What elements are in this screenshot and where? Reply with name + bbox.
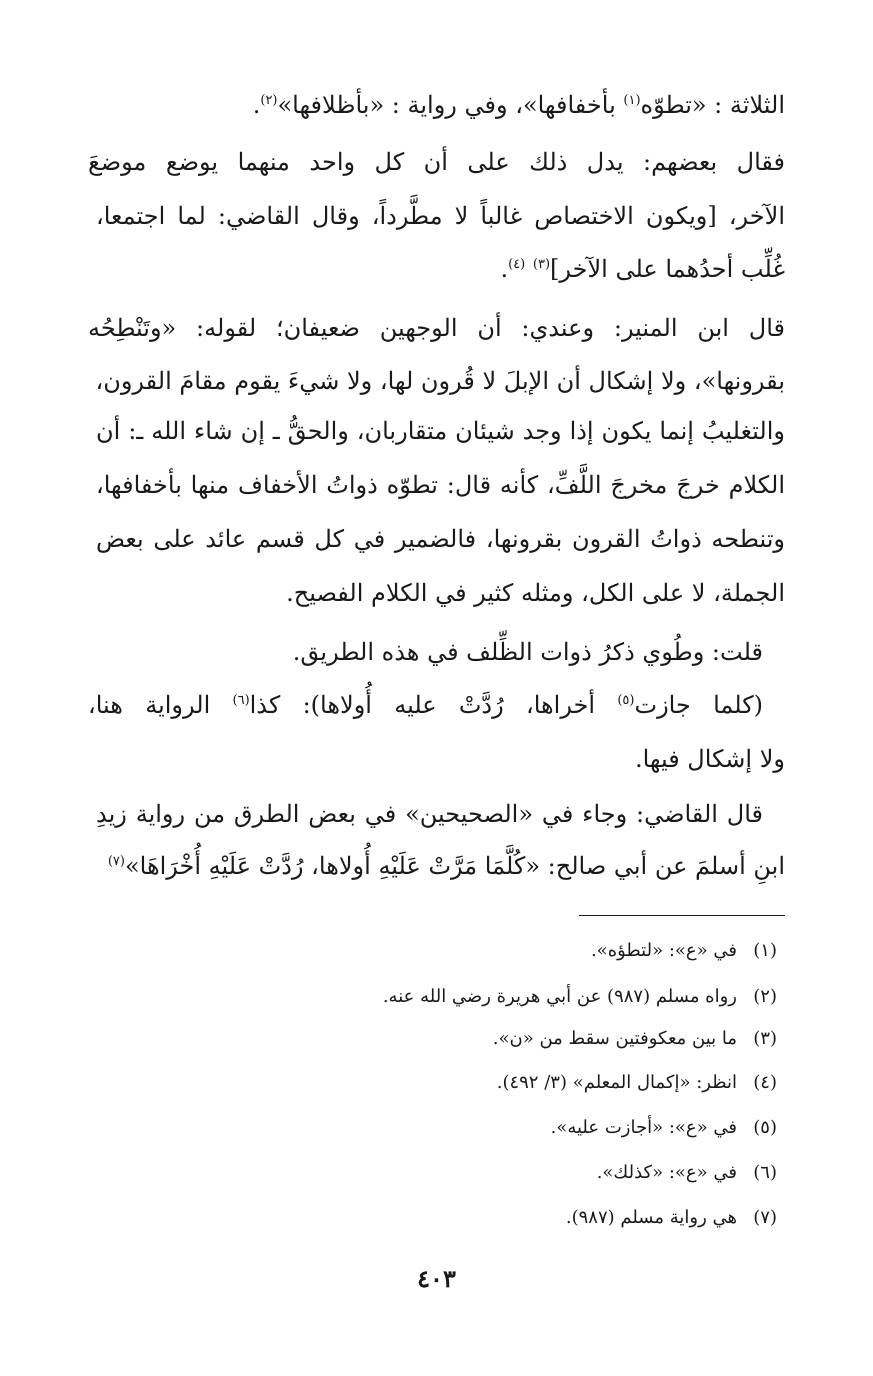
footnote-1 <box>591 938 777 964</box>
footnote-text: هي رواية مسلم (٩٨٧). <box>565 1207 737 1228</box>
text-segment: بأخفافها»، وفي رواية : «بأظلافها» <box>277 91 624 119</box>
text-segment: (كلما جازت <box>634 691 763 719</box>
footnote-ref-6: (٦) <box>232 693 250 708</box>
text-line-5: قال ابن المنير: وعندي: أن الوجهين ضعيفان؛ لقوله: «وتَنْطِحُه <box>88 314 785 342</box>
text-segment <box>525 255 533 283</box>
footnote-number: (٥) <box>753 1117 777 1138</box>
text-line-13: ولا إشكال فيها. <box>634 745 785 773</box>
footnote-text: انظر: «إكمال المعلم» (٣/ ٤٩٢). <box>496 1072 737 1093</box>
footnote-number: (١) <box>753 940 777 961</box>
footnote-text: رواه مسلم (٩٨٧) عن أبي هريرة رضي الله عنه. <box>382 986 737 1007</box>
text-segment: . <box>252 91 261 119</box>
footnote-text: ما بين معكوفتين سقط من «ن». <box>492 1028 737 1049</box>
text-line-9: وتنطحه ذواتُ القرون بقرونها، فالضمير في كل قسم عائد على بعض <box>96 525 785 553</box>
text-line-1 <box>253 88 785 122</box>
footnote-ref-7: (٧) <box>107 854 125 869</box>
text-line-12 <box>88 688 763 722</box>
text-segment: الثلاثة : «تطوّه <box>640 91 785 119</box>
text-line-6: بقرونها»، ولا إشكال أن الإبلَ لا قُرون لها، ولا شيءَ يقوم مقامَ القرون، <box>95 367 785 395</box>
text-segment: أخراها، رُدَّتْ عليه أُولاها): كذا <box>249 691 618 719</box>
text-line-8: الكلام خرجَ مخرجَ اللَّفِّ، كأنه قال: تطوّه ذواتُ الأخفاف منها بأخفافها، <box>96 471 785 499</box>
footnote-ref-1: (١) <box>623 93 641 108</box>
text-line-14: قال القاضي: وجاء في «الصحيحين» في بعض الطرق من رواية زيدِ <box>96 800 763 828</box>
footnote-number: (٣) <box>753 1028 777 1049</box>
footnote-text: في «ع»: «أجازت عليه». <box>550 1117 737 1138</box>
footnote-number: (٧) <box>753 1207 777 1228</box>
text-line-3: الآخر، [ويكون الاختصاص غالباً لا مطَّرداً، وقال القاضي: لما اجتمعا، <box>96 202 785 230</box>
text-line-10: الجملة، لا على الكل، ومثله كثير في الكلام الفصيح. <box>286 579 785 607</box>
footnote-3 <box>493 1026 777 1052</box>
page-number: ٤٠٣ <box>417 1264 456 1293</box>
footnote-ref-2: (٢) <box>260 93 278 108</box>
footnote-ref-4: (٤) <box>508 257 526 272</box>
footnote-7 <box>566 1205 777 1231</box>
footnote-number: (٤) <box>753 1072 777 1093</box>
text-line-15 <box>108 849 785 883</box>
text-segment: . <box>500 255 509 283</box>
footnote-text: في «ع»: «كذلك». <box>596 1162 737 1183</box>
footnote-number: (٢) <box>753 986 777 1007</box>
text-segment: الرواية هنا، <box>88 691 233 719</box>
footnote-2 <box>383 984 777 1010</box>
footnote-ref-3: (٣) <box>532 257 551 272</box>
text-segment: ابنِ أسلمَ عن أبي صالح: «كُلَّمَا مَرَّتْ عَلَيْهِ أُولاها، رُدَّتْ عَلَيْهِ أُخْرَاهَا» <box>124 852 785 880</box>
text-line-2: فقال بعضهم: يدل ذلك على أن كل واحد منهما يوضع موضعَ <box>88 148 785 176</box>
footnote-ref-5: (٥) <box>617 693 635 708</box>
text-line-11: قلت: وطُوي ذكرُ ذوات الظِّلف في هذه الطريق. <box>292 638 763 666</box>
footnote-text: في «ع»: «لتطؤه». <box>590 940 737 961</box>
footnote-5 <box>551 1115 777 1141</box>
footnote-6 <box>597 1160 777 1186</box>
text-line-7: والتغليبُ إنما يكون إذا وجد شيئان متقاربان، والحقُّ ـ إن شاء الله ـ: أن <box>96 417 785 445</box>
footnote-number: (٦) <box>753 1162 777 1183</box>
text-segment: غُلِّب أحدُهما على الآخر] <box>550 255 785 283</box>
text-line-4 <box>500 252 785 286</box>
footnote-4 <box>497 1070 777 1096</box>
footnote-separator <box>579 915 785 916</box>
